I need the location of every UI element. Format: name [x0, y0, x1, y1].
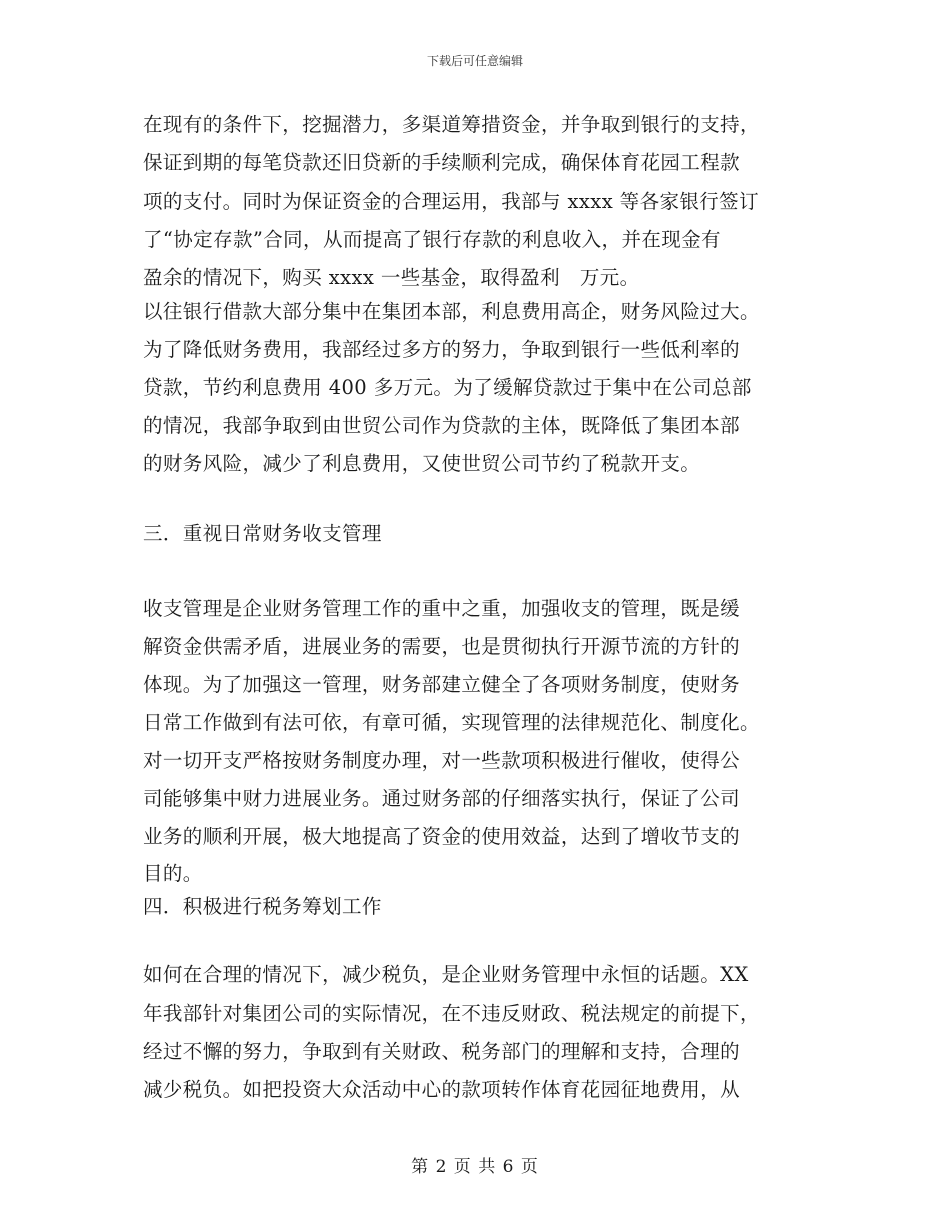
body-line: 日常工作做到有法可依，有章可循，实现管理的法律规范化、制度化。 [143, 711, 760, 734]
section-heading: 三．重视日常财务收支管理 [143, 522, 382, 545]
body-line: 盈余的情况下，购买 xxxx 一些基金，取得盈利 万元。 [143, 266, 640, 289]
body-line: 体现。为了加强这一管理，财务部建立健全了各项财务制度，使财务 [143, 673, 741, 696]
page-header: 下载后可任意编辑 [426, 54, 523, 68]
body-line: 减少税负。如把投资大众活动中心的款项转作体育花园征地费用，从 [143, 1078, 741, 1101]
body-line: 目的。 [143, 862, 203, 885]
body-line: 贷款，节约利息费用 400 多万元。为了缓解贷款过于集中在公司总部 [143, 376, 752, 399]
body-line: 业务的顺利开展，极大地提高了资金的使用效益，达到了增收节支的 [143, 825, 741, 848]
body-line: 的情况，我部争取到由世贸公司作为贷款的主体，既降低了集团本部 [143, 414, 741, 437]
body-line: 为了降低财务费用，我部经过多方的努力，争取到银行一些低利率的 [143, 338, 741, 361]
page-footer: 第 2 页 共 6 页 [411, 1157, 539, 1177]
body-line: 保证到期的每笔贷款还旧贷新的手续顺利完成，确保体育花园工程款 [143, 151, 741, 174]
body-line: 以往银行借款大部分集中在集团本部，利息费用高企，财务风险过大。 [143, 300, 760, 323]
body-line: 收支管理是企业财务管理工作的重中之重，加强收支的管理，既是缓 [143, 597, 741, 620]
body-line: 经过不懈的努力，争取到有关财政、税务部门的理解和支持，合理的 [143, 1040, 741, 1063]
body-line: 在现有的条件下，挖掘潜力，多渠道筹措资金，并争取到银行的支持， [143, 113, 760, 136]
body-line: 如何在合理的情况下，减少税负，是企业财务管理中永恒的话题。XX [143, 963, 749, 986]
body-line: 的财务风险，减少了利息费用，又使世贸公司节约了税款开支。 [143, 452, 701, 475]
body-line: 司能够集中财力进展业务。通过财务部的仔细落实执行，保证了公司 [143, 787, 741, 810]
body-line: 了“协定存款”合同，从而提高了银行存款的利息收入，并在现金有 [143, 228, 721, 251]
section-heading: 四．积极进行税务筹划工作 [143, 895, 382, 918]
body-line: 项的支付。同时为保证资金的合理运用，我部与 xxxx 等各家银行签订 [143, 190, 759, 213]
body-line: 解资金供需矛盾，进展业务的需要，也是贯彻执行开源节流的方针的 [143, 635, 741, 658]
body-line: 年我部针对集团公司的实际情况，在不违反财政、税法规定的前提下， [143, 1002, 760, 1025]
body-line: 对一切开支严格按财务制度办理，对一些款项积极进行催收，使得公 [143, 749, 741, 772]
